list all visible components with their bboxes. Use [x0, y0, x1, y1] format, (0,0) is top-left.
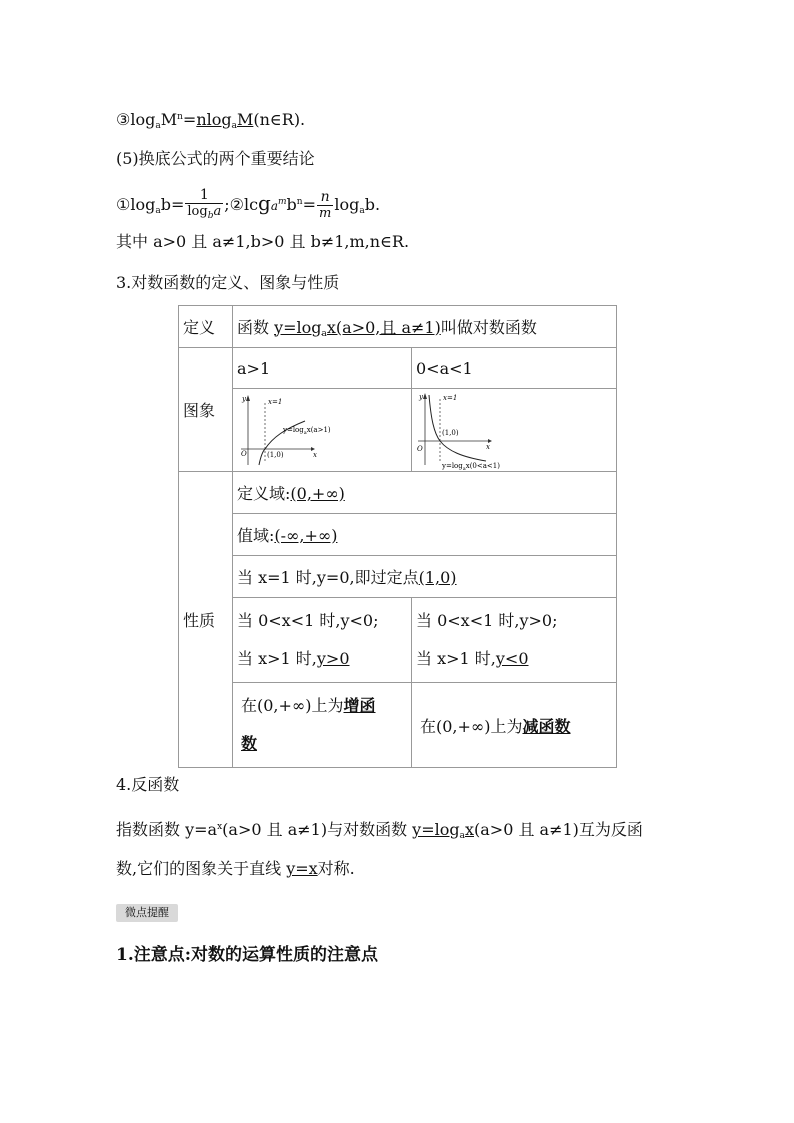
g2-curve-log: y=log: [442, 462, 463, 470]
log-function-table: [178, 305, 617, 768]
section-4-title: 4.反函数: [116, 775, 180, 794]
g2-y-label: y: [419, 393, 423, 401]
f2-base-exp: m: [278, 197, 287, 207]
monotonic-left-1: [241, 687, 407, 725]
f1-numerator: 1: [199, 186, 209, 203]
fixed-point-cell: [233, 556, 617, 598]
def-cond: x(a>0,且 a≠1): [326, 317, 441, 337]
def-suffix: 叫做对数函数: [440, 317, 537, 337]
sign-right-2: [416, 640, 612, 678]
g1-curve-log: y=log: [283, 426, 304, 434]
g1-x-label: x: [313, 451, 317, 459]
inc-value-1: 增函: [343, 696, 376, 715]
f2-tail-arg: b.: [364, 195, 381, 214]
inv-line: y=x: [286, 859, 318, 878]
graph-row: [179, 389, 617, 472]
section-3-title: 3.对数函数的定义、图象与性质: [116, 273, 340, 292]
sign-left-1: 当 0<x<1 时,y<0;: [237, 611, 379, 630]
inv-2b: 对称.: [317, 859, 355, 878]
g2-x-label: x: [486, 443, 490, 451]
g2-curve-base: a: [462, 466, 466, 471]
g1-curve-label: [282, 426, 331, 436]
fixed-point-value: (1,0): [418, 568, 457, 587]
sign-left-2-value: y>0: [316, 649, 350, 668]
sign-left: [233, 598, 412, 683]
tip-badge: 微点提醒: [116, 904, 178, 922]
f2-tail-log: log: [334, 195, 360, 214]
inv-base: a: [459, 831, 465, 841]
rule-3-exp: n: [177, 112, 183, 122]
dec-value: 减函数: [522, 716, 571, 736]
rule-3-rhs-arg: M: [236, 110, 254, 129]
f2-tail-base: a: [359, 206, 365, 216]
f2-log: ②lc: [229, 195, 259, 214]
f1-log: ①log: [116, 195, 156, 214]
f2-denominator: m: [319, 206, 332, 221]
definition-cell: [233, 306, 617, 348]
range-label: 值域:: [237, 526, 275, 545]
g1-y-label: y: [242, 395, 246, 403]
f1-denominator: [185, 203, 223, 224]
property-head: 性质: [179, 472, 233, 768]
rule-3: [116, 105, 305, 138]
definition-head: 定义: [179, 306, 233, 348]
f1-den-arg: a: [213, 203, 222, 219]
f2-exp: n: [296, 197, 303, 207]
g1-origin: O: [241, 450, 247, 458]
domain-cell: [233, 472, 617, 514]
g1-curve-tail: x(a>1): [306, 426, 331, 434]
range-row: [179, 514, 617, 556]
inverse-line-1: [116, 815, 643, 848]
rule-3-log: ③log: [116, 110, 156, 129]
change-of-base-formulas: [116, 180, 380, 233]
g1-curve-base: a: [303, 430, 307, 436]
def-base: a: [321, 328, 327, 339]
f2-g: g: [258, 191, 271, 215]
graph-label-row: [179, 348, 617, 389]
monotonic-right: [412, 683, 617, 768]
monotonic-row: [179, 683, 617, 768]
inc-prefix: 在(0,+∞)上为: [241, 696, 344, 715]
rule-3-rhs: [196, 110, 253, 129]
g2-vline-label: x=1: [443, 394, 458, 402]
g2-curve-tail: x(0<a<1): [465, 462, 500, 470]
graph-head: 图象: [179, 348, 233, 472]
g2-origin: O: [417, 445, 423, 453]
rule-3-base: a: [155, 121, 161, 131]
inv-1c: (a>0 且 a≠1)互为反函: [474, 820, 643, 839]
f1-base: a: [155, 206, 161, 216]
inv-log: y=log: [412, 820, 460, 839]
inverse-line-2: [116, 857, 355, 881]
def-formula: [274, 318, 441, 337]
inv-1b: (a>0 且 a≠1)与对数函数: [222, 820, 413, 839]
domain-value: (0,+∞): [290, 484, 345, 503]
f2-numerator: n: [320, 189, 330, 205]
inv-1a: 指数函数 y=a: [116, 820, 218, 839]
f2-eq: =: [302, 195, 316, 214]
f2-fraction: [317, 190, 333, 221]
graph-a-lt-1: [412, 389, 617, 472]
sign-left-2: [237, 640, 407, 678]
graph-a-gt-1: [233, 389, 412, 472]
rule-3-arg: M: [160, 110, 178, 129]
sign-right-2-prefix: 当 x>1 时,: [416, 649, 496, 668]
inv-x: x: [464, 820, 474, 839]
f1-den-log: log: [187, 203, 208, 219]
notice-heading: 1.注意点:对数的运算性质的注意点: [116, 945, 379, 965]
col-a-gt-1: a>1: [233, 348, 412, 389]
sign-right: [412, 598, 617, 683]
monotonic-left: [233, 683, 412, 768]
f1-arg: b=: [160, 195, 185, 214]
range-cell: [233, 514, 617, 556]
sign-row: [179, 598, 617, 683]
dec-prefix: 在(0,+∞)上为: [420, 716, 523, 736]
def-prefix: 函数: [237, 317, 275, 337]
g2-point: (1,0): [442, 429, 459, 437]
rule-3-tail: (n∈R).: [253, 110, 306, 129]
f-sep: ;: [224, 195, 230, 214]
inv-exp: x: [217, 822, 223, 832]
g1-vline-label: x=1: [268, 398, 283, 406]
inv-formula: [412, 820, 474, 839]
graph-decreasing: [412, 389, 616, 471]
inc-value-2: 数: [241, 734, 258, 753]
condition-text: 其中 a>0 且 a≠1,b>0 且 b≠1,m,n∈R.: [116, 232, 410, 251]
sign-right-1: 当 0<x<1 时,y>0;: [416, 611, 558, 630]
sign-right-2-value: y<0: [495, 649, 529, 668]
f1-den-base: b: [207, 210, 214, 221]
g1-point: (1,0): [267, 451, 284, 459]
fixed-point-label: 当 x=1 时,y=0,即过定点: [237, 568, 419, 587]
range-value: (-∞,+∞): [274, 526, 338, 545]
inv-2a: 数,它们的图象关于直线: [116, 859, 287, 878]
domain-row: [179, 472, 617, 514]
fixed-point-row: [179, 556, 617, 598]
g2-curve-label: [441, 462, 500, 471]
f1-fraction: [185, 188, 223, 224]
definition-row: [179, 306, 617, 348]
f2-arg: b: [286, 195, 297, 214]
domain-label: 定义域:: [237, 484, 291, 503]
rule-3-rhs-base: a: [231, 121, 237, 131]
sign-left-2-prefix: 当 x>1 时,: [237, 649, 317, 668]
graph-increasing: [233, 389, 411, 471]
rule-3-rhs-log: nlog: [196, 110, 232, 129]
rule-3-eq: =: [182, 110, 197, 129]
f2-base: a: [270, 199, 278, 213]
def-log: y=log: [274, 317, 322, 337]
section-5-title: (5)换底公式的两个重要结论: [116, 149, 315, 168]
col-a-lt-1: 0<a<1: [412, 348, 617, 389]
